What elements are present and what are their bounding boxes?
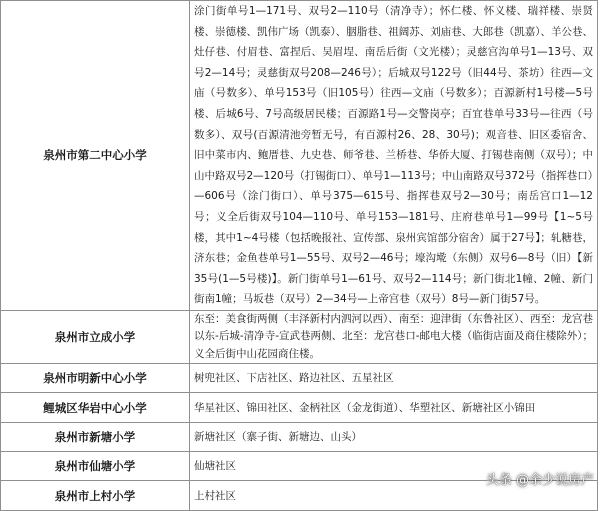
school-name-cell: 鲤城区华岩中心小学 <box>1 393 190 423</box>
school-name-cell: 泉州市上村小学 <box>1 481 190 511</box>
school-name-cell: 泉州市第二中心小学 <box>1 1 190 311</box>
school-name-cell: 泉州市新塘小学 <box>1 423 190 452</box>
school-name-cell: 泉州市明新中心小学 <box>1 364 190 393</box>
catchment-area-cell: 涂门街单号1—171号、双号2—110号（清净寺）；怀仁楼、怀义楼、瑞祥楼、崇贤楼、崇德楼、凯伟广场（凯泰）、胭脂巷、祖阔苏、刘庙巷、大郎巷（凯嘉）、羊公巷、灶仔巷、付眉巷、富捏后、吴眉埕、南岳后街（文光楼）；灵慈宫沟单号1—13号、双号2—14号；灵慈街双号208—246号）；后城双号122号（旧44号、茶坊）往西—文庙（号数多）、单号153号（旧105号）往西—文庙（号数多）；百源新村1号楼—5号楼、后城6号、7号高级居民楼；百源路1号—交警岗亭；百宜巷单号33号—往西（号数多）、双号(百源清池旁暂无号，有百源村26、28、30号)；观音巷、旧区委宿舍、旧中菜市内、鲍厝巷、九史巷、师爷巷、兰桥巷、华侨大厦、打锡巷南侧（双号）；中山中路双号2—120号（打锡街口）、单号1—113号；中山南路双号372号（指挥巷口）—606号（涂门街口）、单号375—615号、指挥巷双号2—30号；南岳宫口1—12号；义全后街双号104—110号、单号153—181号、庄府巷单号1—99号【1~5号楼，其中1~4号楼（包括晚报社、宣传部、泉州宾馆部分宿舍）属于27号】；轧糖巷，济东巷；金鱼巷单号1—55号、双号2—46号；壕沟墘（东侧）双号6—8号（旧）【新35号(1—5号楼)】。新门街单号1—61号、双号2—114号；新门街北1幢、2幢、新门街南1幢；马坂巷（双号）2—34号—上帝宫巷（双号）8号—新门街57号。 <box>190 1 598 311</box>
table-row <box>1 310 598 364</box>
school-name-cell: 泉州市仙塘小学 <box>1 452 190 481</box>
table-row <box>1 393 598 423</box>
source-watermark: 头条 @余少说房产 <box>485 473 594 488</box>
catchment-area-cell: 仙塘社区 <box>190 452 598 481</box>
table-row <box>1 423 598 452</box>
school-name-cell: 泉州市立成小学 <box>1 310 190 364</box>
catchment-area-cell: 上村社区 <box>190 481 598 511</box>
catchment-area-cell: 树兜社区、下店社区、路边社区、五星社区 <box>190 364 598 393</box>
table-row <box>1 364 598 393</box>
table-row <box>1 1 598 311</box>
catchment-area-cell: 华星社区、锦田社区、金柄社区（金龙街道）、华塑社区、新塘社区小锦田 <box>190 393 598 423</box>
catchment-area-cell: 新塘社区（寨子街、新塘边、山头） <box>190 423 598 452</box>
catchment-area-cell: 东至：美食街两侧（丰泽新村内泗河以西）、南至：迎津街（东鲁社区）、西至：龙宫巷以东-后城-清净寺-宣武巷两侧、北至：龙宫巷口-邮电大楼（临街店面及商住楼除外）；义全后街中山花园商住楼。 <box>190 310 598 364</box>
